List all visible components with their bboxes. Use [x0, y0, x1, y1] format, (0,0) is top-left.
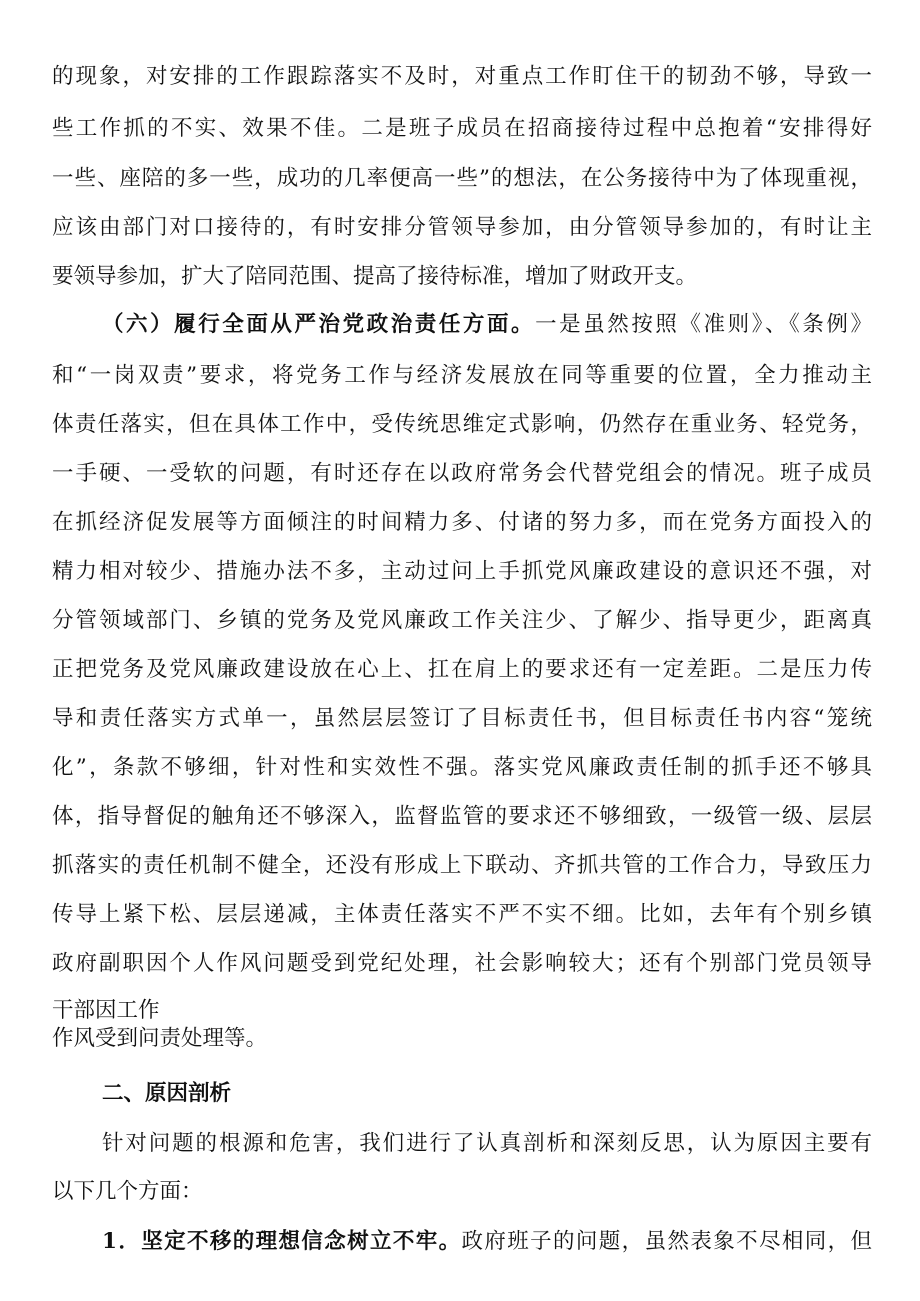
section2-intro-line-2: 以下几个方面：	[52, 1179, 203, 1204]
para2-line-12: 抓落实的责任机制不健全，还没有形成上下联动、齐抓共管的工作合力，导致压力	[52, 853, 872, 878]
para1-line-4: 应该由部门对口接待的，有时安排分管领导参加，由分管领导参加的，有时让主	[52, 215, 872, 240]
para2-tail: 作风受到问责处理等。	[52, 1026, 268, 1051]
para1-line-5: 要领导参加，扩大了陪同范围、提高了接待标准，增加了财政开支。	[52, 264, 698, 289]
para2-line-7: 分管领域部门、乡镇的党务及党风廉政工作关注少、了解少、指导更少，距离真	[52, 608, 872, 633]
item1-heading: 1．坚定不移的理想信念树立不牢。	[102, 1229, 462, 1254]
para2-line-6: 精力相对较少、措施办法不多，主动过问上手抓党风廉政建设的意识还不强，对	[52, 559, 872, 584]
para1-line-1: 的现象，对安排的工作跟踪落实不及时，对重点工作盯住干的韧劲不够，导致一	[52, 64, 872, 89]
para2-line-14: 政府副职因个人作风问题受到党纪处理，社会影响较大；还有个别部门党员领导	[52, 951, 872, 976]
para2-line-8: 正把党务及党风廉政建设放在心上、扛在肩上的要求还有一定差距。二是压力传	[52, 657, 872, 682]
para1-line-3: 一些、座陪的多一些，成功的几率便高一些”的想法，在公务接待中为了体现重视，	[52, 166, 872, 191]
para2-line-15: 干部因工作	[52, 998, 160, 1023]
para2-first-line	[102, 310, 872, 340]
para2-line-4: 一手硬、一受软的问题，有时还存在以政府常务会代替党组会的情况。班子成员	[52, 461, 872, 486]
para2-line-13: 传导上紧下松、层层递减，主体责任落实不严不实不细。比如，去年有个别乡镇	[52, 902, 872, 927]
para2-first-line-rest: 一是虽然按照《准则》、《条例》	[535, 312, 872, 337]
para2-line-2: 和“一岗双责”要求，将党务工作与经济发展放在同等重要的位置，全力推动主	[52, 363, 872, 388]
para2-line-3: 体责任落实，但在具体工作中，受传统思维定式影响，仍然存在重业务、轻党务，	[52, 412, 872, 437]
para2-line-9: 导和责任落实方式单一，虽然层层签订了目标责任书，但目标责任书内容“笼统	[52, 706, 872, 731]
section2-heading: 二、原因剖析	[102, 1081, 232, 1106]
para2-line-5: 在抓经济促发展等方面倾注的时间精力多、付诸的努力多，而在党务方面投入的	[52, 510, 872, 535]
para1-line-2: 些工作抓的不实、效果不佳。二是班子成员在招商接待过程中总抱着“安排得好	[52, 116, 872, 141]
item1-rest: 政府班子的问题，虽然表象不尽相同，但	[461, 1229, 872, 1254]
section2-intro-line-1: 针对问题的根源和危害，我们进行了认真剖析和深刻反思，认为原因主要有	[102, 1131, 872, 1156]
para2-heading: （六）履行全面从严治党政治责任方面。	[102, 312, 536, 337]
para2-line-10: 化”，条款不够细，针对性和实效性不强。落实党风廉政责任制的抓手还不够具	[52, 755, 872, 780]
section2-item1-line	[102, 1227, 872, 1257]
para2-line-11: 体，指导督促的触角还不够深入，监督监管的要求还不够细致，一级管一级、层层	[52, 804, 872, 829]
